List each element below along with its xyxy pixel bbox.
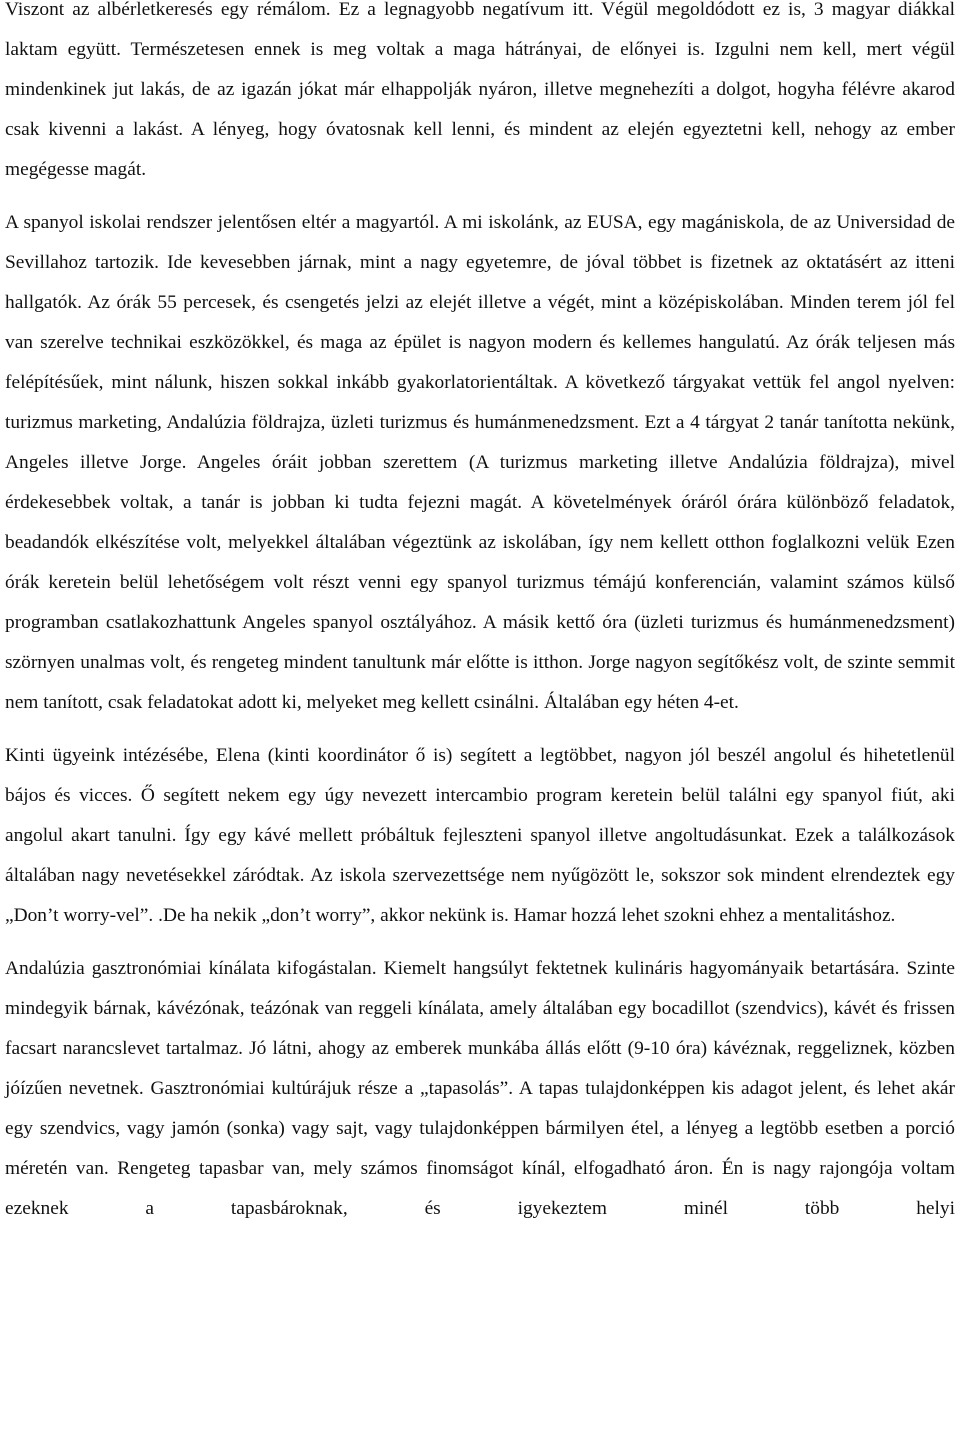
paragraph-spacer xyxy=(5,723,955,736)
paragraph-spacer xyxy=(5,190,955,203)
paragraph-coordinator: Kinti ügyeink intézésébe, Elena (kinti koordinátor ő is) segített a legtöbbet, nagyon jól beszél angolul és hihetetlenül bájos és vicces. Ő segített nekem egy úgy nevezett intercambio program keretein belül találni egy spanyol fiút, aki angolul akart tanulni. Így egy kávé mellett próbáltuk fejleszteni spanyol illetve angoltudásunkat. Ezek a találkozások általában nagy nevetésekkel záródtak. Az iskola szervezettsége nem nyűgözött le, sokszor sok mindent elrendeztek egy „Don’t worry-vel”. .De ha nekik „don’t worry”, akkor nekünk is. Hamar hozzá lehet szokni ehhez a mentalitáshoz. xyxy=(5,745,955,926)
paragraph-housing: Viszont az albérletkeresés egy rémálom. Ez a legnagyobb negatívum itt. Végül megoldódott ez is, 3 magyar diákkal laktam együtt. Természetesen ennek is meg voltak a maga hátrányai, de előnyei is. Izgulni nem kell, mert végül mindenkinek jut lakás, de az igazán jókat már elhappolják nyáron, illetve megnehezíti a dolgot, hogyha félévre akarod csak kivenni a lakást. A lényeg, hogy óvatosnak kell lenni, és mindent az elején egyeztetni kell, nehogy az ember megégesse magát. xyxy=(5,0,955,180)
paragraph-gastronomy: Andalúzia gasztronómiai kínálata kifogástalan. Kiemelt hangsúlyt fektetnek kulináris hagyományaik betartására. Szinte mindegyik bárnak, kávézónak, teázónak van reggeli kínálata, amely általában egy bocadillot (szendvics), kávét és frissen facsart narancslevet tartalmaz. Jó látni, ahogy az emberek munkába állás előtt (9-10 óra) kávéznak, reggeliznek, közben jóízűen nevetnek. Gasztronómiai kultúrájuk része a „tapasolás”. A tapas tulajdonképpen kis adagot jelent, és lehet akár egy szendvics, vagy jamón (sonka) vagy sajt, vagy tulajdonképpen bármilyen étel, a lényeg a legtöbb esetben a porció méretén van. Rengeteg tapasbar van, mely számos finomságot kínál, elfogadható áron. Én is nagy rajongója voltam ezeknek a tapasbároknak, és igyekeztem minél több helyi xyxy=(5,958,955,1219)
paragraph-school-system: A spanyol iskolai rendszer jelentősen eltér a magyartól. A mi iskolánk, az EUSA, egy magániskola, de az Universidad de Sevillahoz tartozik. Ide kevesebben járnak, mint a nagy egyetemre, de jóval többet is fizetnek az oktatásért az itteni hallgatók. Az órák 55 percesek, és csengetés jelzi az elejét illetve a végét, mint a középiskolában. Minden terem jól fel van szerelve technikai eszközökkel, és maga az épület is nagyon modern és kellemes hangulatú. Az órák teljesen más felépítésűek, mint nálunk, hiszen sokkal inkább gyakorlatorientáltak. A következő tárgyakat vettük fel angol nyelven: turizmus marketing, Andalúzia földrajza, üzleti turizmus és humánmenedzsment. Ezt a 4 tárgyat 2 tanár tanította nekünk, Angeles illetve Jorge. Angeles óráit jobban szerettem (A turizmus marketing illetve Andalúzia földrajza), mivel érdekesebbek voltak, a tanár is jobban ki tudta fejezni magát. A követelmények óráról órára különböző feladatok, beadandók elkészítése volt, melyekkel általában végeztünk az iskolában, így nem kellett otthon foglalkozni velük Ezen órák keretein belül lehetőségem volt részt venni egy spanyol turizmus témájú konferencián, valamint számos külső programban csatlakozhattunk Angeles spanyol osztályához. A másik kettő óra (üzleti turizmus és humánmenedzsment) szörnyen unalmas volt, és rengeteg mindent tanultunk már előtte is itthon. Jorge nagyon segítőkész volt, de szinte semmit nem tanított, csak feladatokat adott ki, melyeket meg kellett csinálni. Általában egy héten 4-et. xyxy=(5,212,955,713)
document-page xyxy=(5,0,955,1229)
paragraph-spacer xyxy=(5,936,955,949)
